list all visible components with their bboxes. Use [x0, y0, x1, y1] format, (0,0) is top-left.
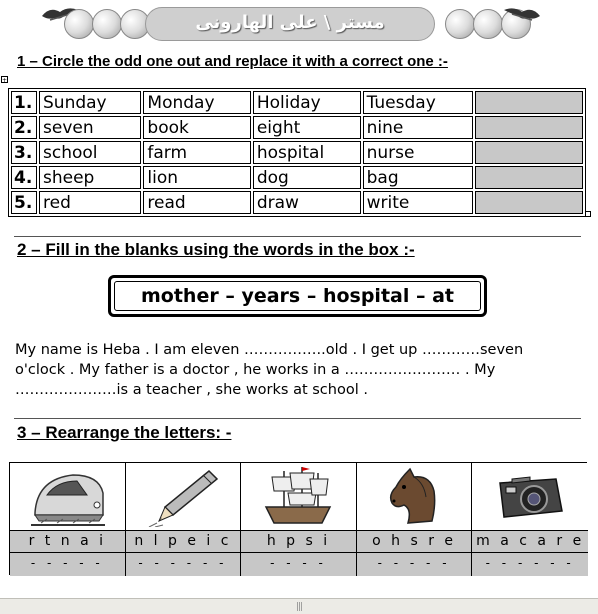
horse-icon: [374, 465, 454, 527]
paragraph-line: o'clock . My father is a doctor , he works in a …………………… . My: [15, 362, 496, 378]
word-box: [108, 275, 487, 317]
table-row: [11, 166, 583, 189]
scrambled-letters: r t n a i: [10, 530, 125, 553]
pencil-icon: [143, 465, 223, 527]
table-row: [11, 141, 583, 164]
answer-blanks[interactable]: - - - - -: [357, 553, 472, 576]
word-cell[interactable]: bag: [363, 166, 473, 189]
orb-decoration-icon: [445, 9, 475, 39]
word-cell[interactable]: seven: [39, 116, 141, 139]
row-number: 1.: [11, 91, 37, 114]
row-number: 5.: [11, 191, 37, 214]
train-icon: [27, 465, 107, 527]
page-title: مستر \ على الهارونى: [195, 12, 385, 33]
table-row: [11, 116, 583, 139]
answer-cell[interactable]: [475, 116, 583, 139]
word-cell[interactable]: draw: [253, 191, 361, 214]
divider: [14, 418, 581, 419]
rearrange-grid: [9, 462, 587, 575]
answer-cell[interactable]: [475, 91, 583, 114]
resize-grip-icon[interactable]: |||: [296, 602, 303, 612]
scrambled-letters: n l p e i c: [126, 530, 241, 553]
camera-icon: [490, 465, 570, 527]
word-cell[interactable]: Holiday: [253, 91, 361, 114]
row-number: 2.: [11, 116, 37, 139]
word-cell[interactable]: read: [143, 191, 250, 214]
word-cell[interactable]: Sunday: [39, 91, 141, 114]
row-number: 4.: [11, 166, 37, 189]
word-cell[interactable]: sheep: [39, 166, 141, 189]
picture-cell: [357, 463, 472, 530]
section3-heading: 3 – Rearrange the letters: -: [17, 423, 232, 442]
answer-blanks[interactable]: - - - - - -: [472, 553, 588, 576]
rearrange-item: [10, 463, 126, 576]
orb-decoration-icon: [64, 9, 94, 39]
answer-cell[interactable]: [475, 191, 583, 214]
word-cell[interactable]: lion: [143, 166, 250, 189]
picture-cell: [126, 463, 241, 530]
picture-cell: [10, 463, 125, 530]
paragraph-line: My name is Heba . I am eleven ……………..old . I get up …………seven: [15, 342, 524, 358]
word-cell[interactable]: nurse: [363, 141, 473, 164]
rearrange-item: [357, 463, 473, 576]
orb-decoration-icon: [92, 9, 122, 39]
table-move-handle[interactable]: +: [2, 77, 8, 84]
scrambled-letters: h p s i: [241, 530, 356, 553]
word-cell[interactable]: farm: [143, 141, 250, 164]
table-resize-handle[interactable]: [585, 211, 591, 217]
section2-heading: 2 – Fill in the blanks using the words in the box :-: [17, 240, 415, 259]
paragraph-line: …………………is a teacher , she works at school .: [15, 382, 368, 398]
answer-cell[interactable]: [475, 166, 583, 189]
word-cell[interactable]: red: [39, 191, 141, 214]
picture-cell: [472, 463, 588, 530]
orb-decoration-icon: [473, 9, 503, 39]
word-cell[interactable]: book: [143, 116, 250, 139]
word-cell[interactable]: hospital: [253, 141, 361, 164]
word-cell[interactable]: write: [363, 191, 473, 214]
word-box-text: mother – years – hospital – at: [114, 281, 481, 311]
rearrange-item: [241, 463, 357, 576]
answer-blanks[interactable]: - - - - - -: [126, 553, 241, 576]
header-banner: [40, 4, 540, 42]
divider: [14, 236, 581, 237]
scrambled-letters: o h s r e: [357, 530, 472, 553]
word-cell[interactable]: Tuesday: [363, 91, 473, 114]
word-cell[interactable]: nine: [363, 116, 473, 139]
status-bar: [0, 598, 598, 614]
rearrange-item: [472, 463, 588, 576]
word-cell[interactable]: dog: [253, 166, 361, 189]
word-cell[interactable]: Monday: [143, 91, 250, 114]
answer-blanks[interactable]: - - - -: [241, 553, 356, 576]
scrambled-letters: m a c a r e: [472, 530, 588, 553]
bird-right-icon: [502, 4, 542, 24]
picture-cell: [241, 463, 356, 530]
word-cell[interactable]: eight: [253, 116, 361, 139]
table-row: [11, 91, 583, 114]
answer-cell[interactable]: [475, 141, 583, 164]
fill-blanks-paragraph: [15, 340, 585, 400]
table-row: [11, 191, 583, 214]
odd-one-out-table: [8, 88, 586, 217]
row-number: 3.: [11, 141, 37, 164]
section1-heading: 1 – Circle the odd one out and replace it with a correct one :-: [17, 53, 448, 70]
ship-icon: [258, 465, 338, 527]
word-cell[interactable]: school: [39, 141, 141, 164]
answer-blanks[interactable]: - - - - -: [10, 553, 125, 576]
rearrange-item: [126, 463, 242, 576]
